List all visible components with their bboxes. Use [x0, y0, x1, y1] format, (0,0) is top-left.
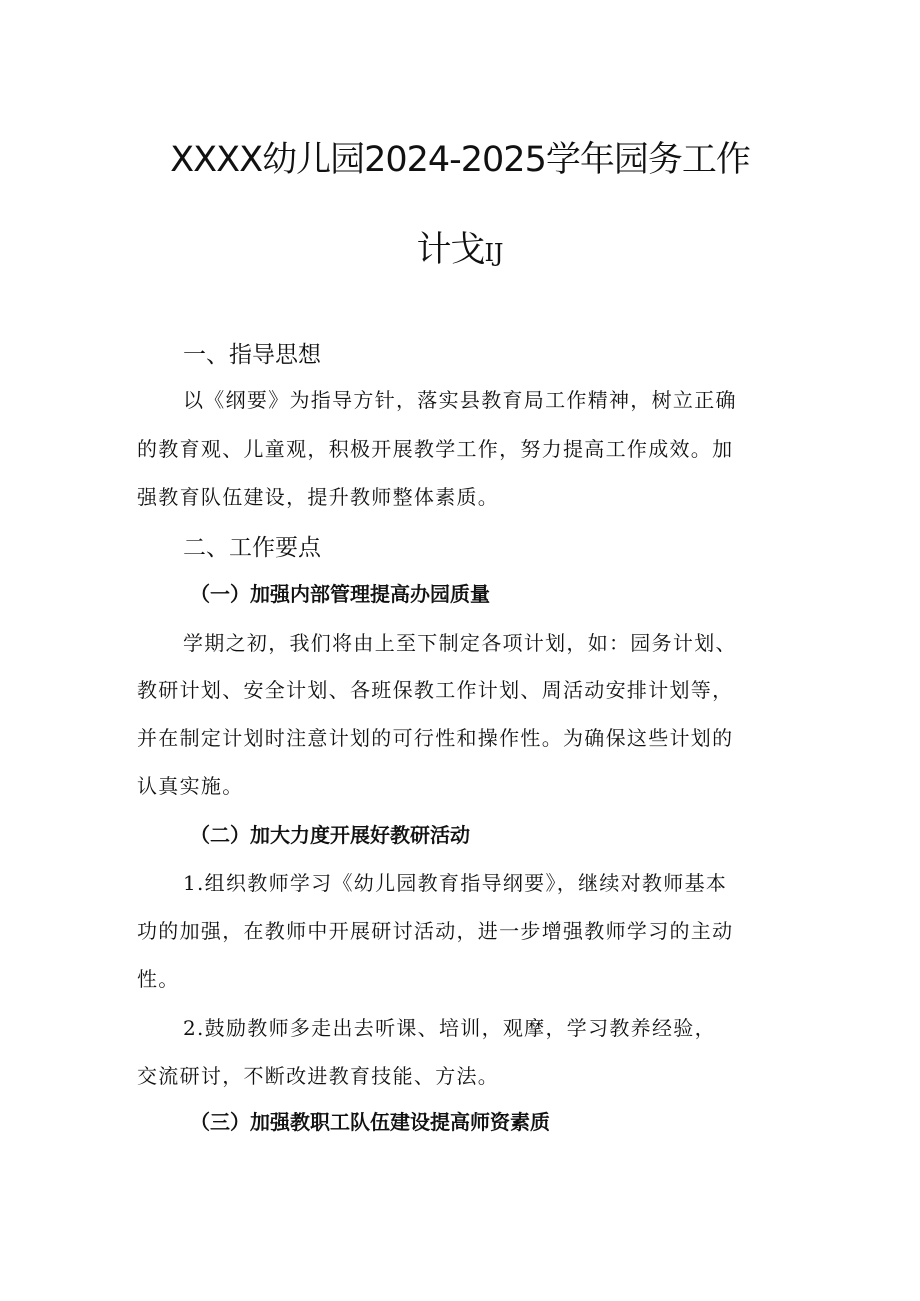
document-title-line-1: [0, 132, 920, 182]
paragraph-line: 以《纲要》为指导方针，落实县教育局工作精神，树立正确: [183, 388, 737, 412]
paragraph-line: 认真实施。: [137, 774, 244, 798]
list-item-line: 性。: [137, 967, 180, 991]
subsection-heading-staff-building: （三）加强教职工队伍建设提高师资素质: [190, 1110, 550, 1134]
paragraph-line: 学期之初，我们将由上至下制定各项计划，如：园务计划、: [183, 631, 737, 655]
paragraph-line: 并在制定计划时注意计划的可行性和操作性。为确保这些计划的: [137, 726, 734, 750]
list-item-line: 2.鼓励教师多走出去听课、培训，观摩，学习教养经验，: [183, 1016, 716, 1040]
section-heading-guiding-ideology: 一、指导思想: [183, 342, 321, 368]
list-item-line: 1.组织教师学习《幼儿园教育指导纲要》，继续对教师基本: [183, 871, 728, 895]
document-title-line-2: [0, 222, 920, 272]
section-heading-work-points: 二、工作要点: [183, 535, 321, 561]
paragraph-line: 教研计划、安全计划、各班保教工作计划、周活动安排计划等，: [137, 678, 734, 702]
subsection-heading-internal-management: （一）加强内部管理提高办园质量: [190, 582, 490, 606]
subsection-heading-teaching-research: （二）加大力度开展好教研活动: [190, 823, 470, 847]
document-title-text-2: 计戈: [416, 230, 485, 270]
paragraph-line: 的教育观、儿童观，积极开展教学工作，努力提高工作成效。加: [137, 437, 734, 461]
document-title-text: XXXX幼儿园2024-2025学年园务工作: [170, 140, 750, 180]
list-item-line: 功的加强，在教师中开展研讨活动，进一步增强教师学习的主动: [137, 919, 734, 943]
paragraph-line: 强教育队伍建设，提升教师整体素质。: [137, 485, 500, 509]
list-item-line: 交流研讨，不断改进教育技能、方法。: [137, 1064, 500, 1088]
document-title-suffix: IJ: [484, 239, 504, 267]
